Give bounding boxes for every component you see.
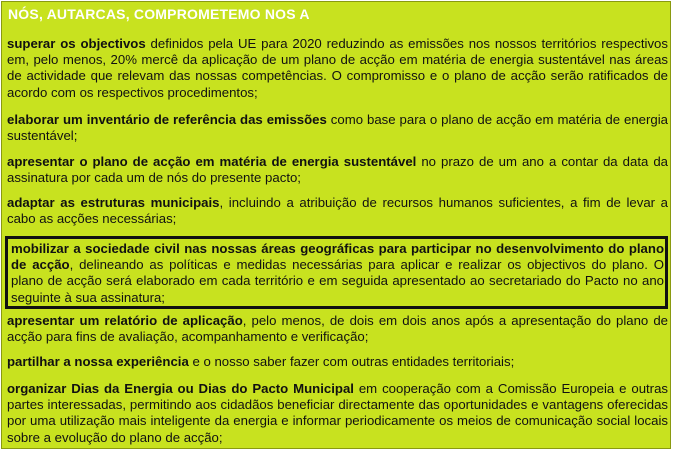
commitment-item-3 <box>7 154 668 186</box>
commitments-panel <box>1 1 671 449</box>
commitment-lead: apresentar um relatório de aplicação <box>7 313 243 328</box>
commitment-item-7 <box>7 354 668 370</box>
commitment-item-1 <box>7 36 668 101</box>
commitment-text: , pelo menos, de dois em dois anos após a apresentação do plano de acção para fins de avaliação, acompanhamento e verificação; <box>7 313 668 345</box>
commitment-text: definidos pela UE para 2020 reduzindo as emissões nos nossos territórios respectivos em, pelo menos, 20% mercê da aplicação de um plano de acção em matéria de energia sustentável nas áreas de actividade que relevam das nossas competências. O compromisso e o plano de acção serão ratificados de acordo com os respectivos procedimentos; <box>7 36 668 100</box>
commitment-text: no prazo de um ano a contar da data da assinatura por cada um de nós do presente pacto; <box>7 154 668 186</box>
commitment-item-2 <box>7 112 668 144</box>
commitment-text: em cooperação com a Comissão Europeia e outras partes interessadas, permitindo aos cidadãos beneficiar directamente das oportunidades e vantagens oferecidas por uma utilização mais inteligente da energia e informar periodicamente os meios de comunicação social locais sobre a evolução do plano de acção; <box>7 381 669 445</box>
commitment-lead: superar os objectivos <box>7 36 146 51</box>
commitment-lead: mobilizar a sociedade civil nas nossas áreas geográficas para participar no desenvolvimento do plano de acção <box>11 241 664 273</box>
commitment-lead: organizar Dias da Energia ou Dias do Pacto Municipal <box>7 381 354 396</box>
commitment-item-5 <box>11 241 664 306</box>
commitment-item-4 <box>7 195 668 227</box>
commitment-lead: partilhar a nossa experiência <box>7 354 189 369</box>
commitment-lead: apresentar o plano de acção em matéria de energia sustentável <box>7 154 417 169</box>
commitment-text: , delineando as políticas e medidas necessárias para aplicar e realizar os objectivos do plano. O plano de acção será elaborado em cada território e em seguida apresentado ao secretariado do Pacto no ano seguinte à sua assinatura; <box>11 257 664 305</box>
commitment-item-6 <box>7 313 668 345</box>
commitment-text: como base para o plano de acção em matéria de energia sustentável; <box>7 112 668 144</box>
commitment-lead: elaborar um inventário de referência das emissões <box>7 112 327 127</box>
commitment-lead: adaptar as estruturas municipais <box>7 195 220 210</box>
panel-heading: NÓS, AUTARCAS, COMPROMETEMO NOS A <box>8 6 310 22</box>
commitment-item-8 <box>7 381 668 446</box>
commitment-text: e o nosso saber fazer com outras entidades territoriais; <box>188 354 515 369</box>
commitment-text: , incluindo a atribuição de recursos humanos suficientes, a fim de levar a cabo as acções necessárias; <box>7 195 668 227</box>
